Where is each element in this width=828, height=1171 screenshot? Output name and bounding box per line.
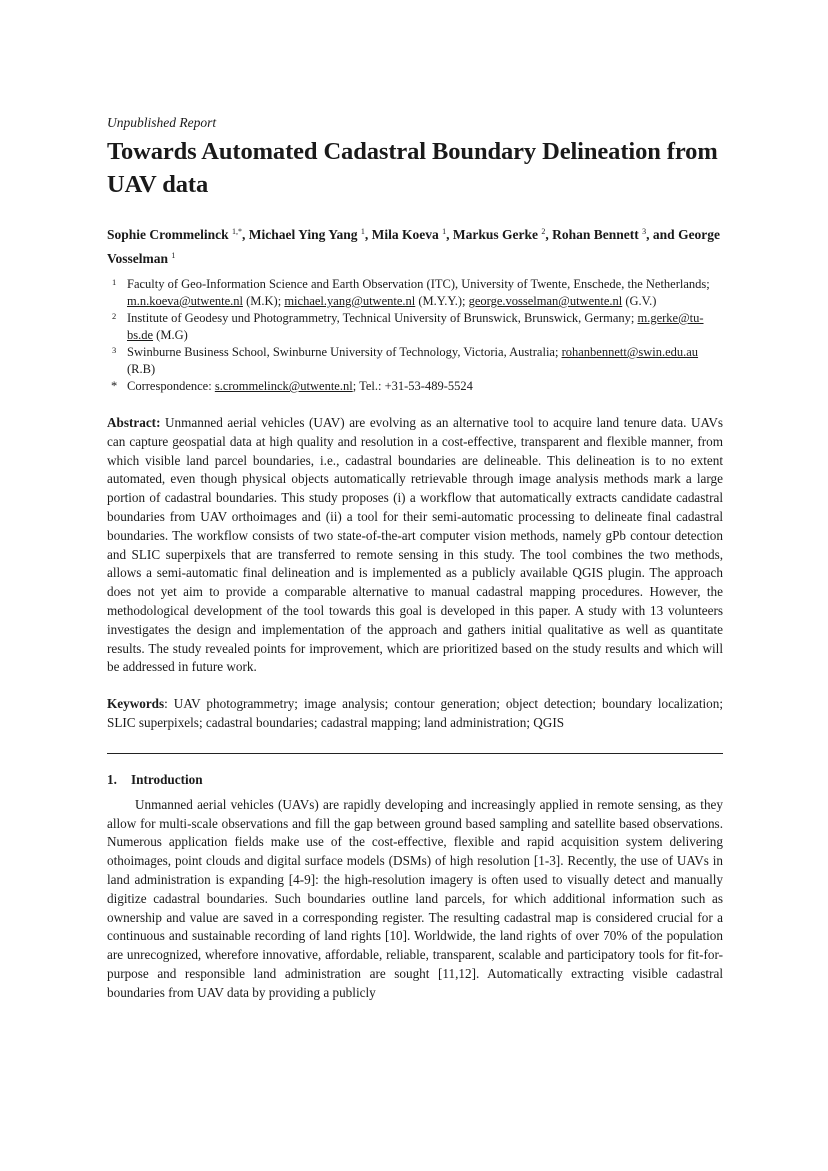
author: Sophie Crommelinck $^{1,*}$, bbox=[107, 227, 249, 242]
affiliation-marker: 2 bbox=[112, 311, 117, 321]
author: and George Vosselman $^1$ bbox=[107, 227, 721, 266]
keywords-text: : UAV photogrammetry; image analysis; contour generation; object detection; boundary localization; SLIC superpixels; cadastral boundaries; cadastral mapping; land administration; QGIS bbox=[107, 696, 723, 730]
abstract-text: Unmanned aerial vehicles (UAV) are evolving as an alternative tool to acquire land tenure data. UAVs can capture geospatial data at high quality and resolution in a cost-effective, transparent and flexible manner, from which visible land parcel boundaries, i.e., cadastral boundaries are delineable. This delineation is to no extent automated, even though physical objects automatically retrievable through image analysis methods mark a large portion of cadastral boundaries. This study proposes (i) a workflow that automatically extracts candidate cadastral boundaries from UAV orthoimages and (ii) a tool for their semi-automatic processing to delineate final cadastral boundaries. The workflow consists of two state-of-the-art computer vision methods, namely gPb contour detection and SLIC superpixels that are transferred to remote sensing in this study. The tool combines the two methods, allows a semi-automatic final delineation and is implemented as a publicly available QGIS plugin. The approach does not yet aim to provide a comparable alternative to manual cadastral mapping procedures. However, the methodological development of the tool towards this goal is developed in this paper. A study with 13 volunteers investigates the design and implementation of the approach and gathers initial qualitative as well as quantitate results. The study revealed points for improvement, which are prioritized based on the study results and which will be addressed in future work. bbox=[107, 415, 723, 675]
email-link[interactable]: m.n.koeva@utwente.nl bbox=[127, 294, 243, 308]
section-heading bbox=[107, 771, 723, 789]
email-link[interactable]: george.vosselman@utwente.nl bbox=[468, 294, 623, 308]
author: Mila Koeva $^1$, bbox=[371, 227, 453, 242]
author: Markus Gerke $^2$, bbox=[452, 227, 553, 242]
keywords bbox=[107, 695, 723, 733]
email-link[interactable]: rohanbennett@swin.edu.au bbox=[561, 345, 699, 359]
paper-page bbox=[107, 114, 723, 1003]
affiliation-item: 1 Faculty of Geo-Information Science and Earth Observation (ITC), University of Twente, Enschede, the Netherlands; m.n.koeva@utwente.nl (M.K); michael.yang@utwente.nl (M.Y.Y.); george.vosselman@utwente.nl (G.V.) bbox=[112, 277, 710, 308]
paper-title: Towards Automated Cadastral Boundary Delineation from UAV data bbox=[107, 138, 718, 198]
section-title: Introduction bbox=[131, 771, 203, 787]
section-divider bbox=[107, 753, 723, 754]
email-link[interactable]: m.gerke@tu-bs.de bbox=[127, 311, 704, 342]
report-label: Unpublished Report bbox=[107, 115, 217, 130]
affiliation-list bbox=[107, 276, 723, 395]
abstract-label: Abstract: bbox=[107, 415, 161, 430]
affiliation-marker: 1 bbox=[112, 277, 117, 287]
email-link[interactable]: michael.yang@utwente.nl bbox=[284, 294, 416, 308]
body-paragraph: Unmanned aerial vehicles (UAVs) are rapidly developing and increasingly applied in remote sensing, as they allow for multi-scale observations and fill the gap between ground based sampling and satellite based observations. Numerous application fields make use of the cost-effective, flexible and rapid acquisition system delivering othoimages, point clouds and digital surface models (DSMs) of high resolution [1-3]. Recently, the use of UAVs in land administration is expanding [4-9]: the high-resolution imagery is often used to visually detect and manually digitize cadastral boundaries. Such boundaries outline land parcels, for which additional information such as ownership and value are saved in a corresponding register. The resulting cadastral map is considered crucial for a continuous and sustainable recording of land rights [10]. Worldwide, the land rights of over 70% of the population are unrecognized, wherefore innovative, affordable, reliable, transparent, scalable and participatory tools for fit-for-purpose and responsible land administration are sought [11,12]. Automatically extracting visible cadastral boundaries from UAV data by providing a publicly bbox=[107, 796, 723, 1000]
keywords-label: Keywords bbox=[107, 696, 165, 712]
correspondence-marker: * bbox=[111, 379, 118, 393]
affiliation-item: 2 Institute of Geodesy und Photogrammetry, Technical University of Brunswick, Brunswick, Germany; m.gerke@tu-bs.de (M.G) bbox=[112, 311, 704, 342]
abstract bbox=[107, 414, 723, 677]
author: Michael Ying Yang $^1$, bbox=[248, 227, 372, 242]
section-number: 1. bbox=[107, 771, 117, 787]
author: Rohan Bennett $^3$, bbox=[552, 227, 653, 242]
email-link[interactable]: s.crommelinck@utwente.nl bbox=[214, 379, 353, 393]
correspondence-item: * Correspondence: s.crommelinck@utwente.nl; Tel.: +31-53-489-5524 bbox=[111, 379, 473, 393]
affiliation-item: 3 Swinburne Business School, Swinburne University of Technology, Victoria, Australia; rohanbennett@swin.edu.au (R.B) bbox=[112, 345, 699, 376]
author-list bbox=[107, 221, 723, 269]
affiliation-marker: 3 bbox=[112, 345, 117, 355]
